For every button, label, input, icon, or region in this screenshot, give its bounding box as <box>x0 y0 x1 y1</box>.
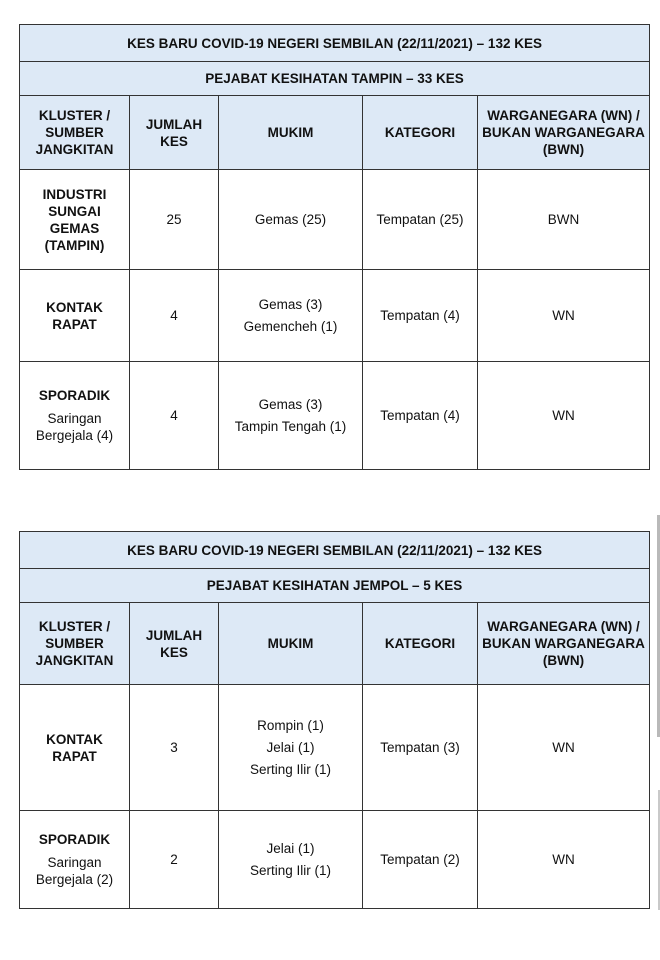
kategori-cell: Tempatan (2) <box>363 811 478 909</box>
header-kluster: KLUSTER / SUMBER JANGKITAN <box>20 603 130 685</box>
table-row <box>20 362 650 470</box>
header-wn: WARGANEGARA (WN) / BUKAN WARGANEGARA (BWN) <box>478 96 650 170</box>
header-kluster: KLUSTER / SUMBER JANGKITAN <box>20 96 130 170</box>
mukim-item: Gemas (3) <box>258 397 323 412</box>
mukim-cell <box>219 270 363 362</box>
mukim-item: Rompin (1) <box>257 718 324 733</box>
kategori-cell: Tempatan (4) <box>363 270 478 362</box>
table-title: KES BARU COVID-19 NEGERI SEMBILAN (22/11/2021) – 132 KES <box>20 532 650 569</box>
header-wn: WARGANEGARA (WN) / BUKAN WARGANEGARA (BWN) <box>478 603 650 685</box>
mukim-cell <box>219 362 363 470</box>
kluster-cell <box>20 811 130 909</box>
jumlah-cell: 3 <box>130 685 219 811</box>
mukim-item: Tampin Tengah (1) <box>234 419 347 434</box>
header-kategori: KATEGORI <box>363 603 478 685</box>
kluster-cell: KONTAK RAPAT <box>20 685 130 811</box>
header-jumlah: JUMLAH KES <box>130 603 219 685</box>
table-row <box>20 685 650 811</box>
table-jempol <box>19 531 650 909</box>
table-tampin <box>19 24 650 470</box>
mukim-item: Gemas (3) <box>258 297 323 312</box>
header-kategori: KATEGORI <box>363 96 478 170</box>
header-mukim: MUKIM <box>219 96 363 170</box>
kluster-cell <box>20 362 130 470</box>
header-jumlah: JUMLAH KES <box>130 96 219 170</box>
table-row <box>20 811 650 909</box>
header-mukim: MUKIM <box>219 603 363 685</box>
table-subtitle: PEJABAT KESIHATAN JEMPOL – 5 KES <box>20 569 650 603</box>
wn-cell: BWN <box>478 170 650 270</box>
kluster-cell: INDUSTRI SUNGAI GEMAS (TAMPIN) <box>20 170 130 270</box>
kluster-note: Saringan Bergejala (2) <box>35 855 114 887</box>
mukim-cell <box>219 685 363 811</box>
wn-cell: WN <box>478 685 650 811</box>
mukim-item: Gemencheh (1) <box>243 319 338 334</box>
wn-cell: WN <box>478 270 650 362</box>
table-row <box>20 270 650 362</box>
jumlah-cell: 4 <box>130 270 219 362</box>
table-subtitle: PEJABAT KESIHATAN TAMPIN – 33 KES <box>20 62 650 96</box>
kategori-cell: Tempatan (4) <box>363 362 478 470</box>
table-title: KES BARU COVID-19 NEGERI SEMBILAN (22/11/2021) – 132 KES <box>20 25 650 62</box>
kategori-cell: Tempatan (3) <box>363 685 478 811</box>
mukim-item: Gemas (25) <box>254 212 327 227</box>
kluster-name: SPORADIK <box>38 832 111 847</box>
mukim-item: Jelai (1) <box>266 740 315 755</box>
mukim-cell <box>219 170 363 270</box>
wn-cell: WN <box>478 811 650 909</box>
jumlah-cell: 4 <box>130 362 219 470</box>
kluster-note: Saringan Bergejala (4) <box>35 411 114 443</box>
mukim-cell <box>219 811 363 909</box>
mukim-item: Jelai (1) <box>266 841 315 856</box>
mukim-item: Serting Ilir (1) <box>249 863 332 878</box>
jumlah-cell: 25 <box>130 170 219 270</box>
kluster-cell: KONTAK RAPAT <box>20 270 130 362</box>
table-row <box>20 170 650 270</box>
mukim-item: Serting Ilir (1) <box>249 762 332 777</box>
kluster-name: SPORADIK <box>38 388 111 403</box>
jumlah-cell: 2 <box>130 811 219 909</box>
wn-cell: WN <box>478 362 650 470</box>
kategori-cell: Tempatan (25) <box>363 170 478 270</box>
